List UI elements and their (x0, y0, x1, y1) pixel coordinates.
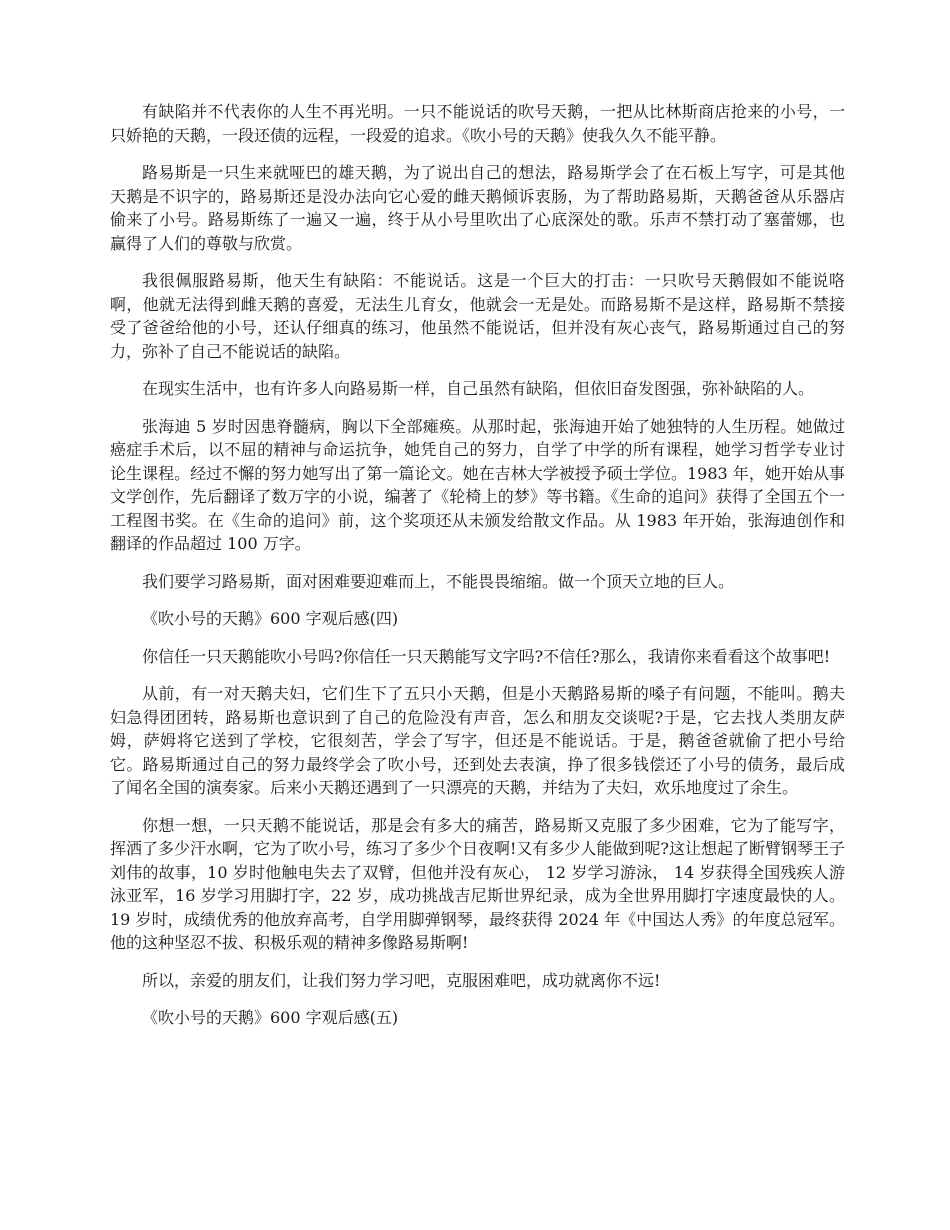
section-heading: 《吹小号的天鹅》600 字观后感(四) (142, 609, 399, 628)
document-body (110, 100, 845, 1044)
paragraph: 所以，亲爱的朋友们，让我们努力学习吧，克服困难吧，成功就离你不远! (142, 970, 661, 990)
paragraph: 从前，有一对天鹅夫妇，它们生下了五只小天鹅，但是小天鹅路易斯的嗓子有问题，不能叫。鹅夫妇急得团团转，路易斯也意识到了自己的危险没有声音，怎么和朋友交谈呢?于是，它去找人类朋友萨姆，萨姆将它送到了学校，它很刻苦，学会了写字，但还是不能说话。于是，鹅爸爸就偷了把小号给它。路易斯通过自己的努力最终学会了吹小号，还到处去表演，挣了很多钱偿还了小号的债务，最后成了闻名全国的演奏家。后来小天鹅还遇到了一只漂亮的天鹅，并结为了夫妇，欢乐地度过了余生。 (110, 684, 845, 797)
paragraph: 在现实生活中，也有许多人向路易斯一样，自己虽然有缺陷，但依旧奋发图强，弥补缺陷的人。 (142, 379, 815, 398)
paragraph: 我们要学习路易斯，面对困难要迎难而上，不能畏畏缩缩。做一个顶天立地的巨人。 (142, 571, 735, 591)
section-heading: 《吹小号的天鹅》600 字观后感(五) (142, 1008, 399, 1027)
paragraph: 你信任一只天鹅能吹小号吗?你信任一只天鹅能写文字吗?不信任?那么，我请你来看看这个故事吧! (142, 646, 831, 666)
paragraph: 我很佩服路易斯，他天生有缺陷：不能说话。这是一个巨大的打击：一只吹号天鹅假如不能说咯啊，他就无法得到雌天鹅的喜爱，无法生儿育女，他就会一无是处。而路易斯不是这样，路易斯不禁接受了爸爸给他的小号，还认仔细真的练习，他虽然不能说话，但并没有灰心丧气，路易斯通过自己的努力，弥补了自己不能说话的缺陷。 (110, 271, 845, 361)
paragraph: 路易斯是一只生来就哑巴的雄天鹅，为了说出自己的想法，路易斯学会了在石板上写字，可是其他天鹅是不识字的，路易斯还是没办法向它心爱的雌天鹅倾诉衷肠，为了帮助路易斯，天鹅爸爸从乐器店偷来了小号。路易斯练了一遍又一遍，终于从小号里吹出了心底深处的歌。乐声不禁打动了塞蕾娜，也赢得了人们的尊敬与欣赏。 (110, 163, 845, 253)
paragraph: 你想一想，一只天鹅不能说话，那是会有多大的痛苦，路易斯又克服了多少困难，它为了能写字，挥洒了多少汗水啊，它为了吹小号，练习了多少个日夜啊!又有多少人能做到呢?这让想起了断臂钢琴王子刘伟的故事，10 岁时他触电失去了双臂，但他并没有灰心， 12 岁学习游泳， 14 岁获得全国残疾人游泳亚军，16 岁学习用脚打字，22 岁，成功挑战吉尼斯世界纪录，成为全世界用脚打字速度最快的人。19 岁时，成绩优秀的他放弃高考，自学用脚弹钢琴，最终获得 2024 年《中国达人秀》的年度总冠军。他的这种坚忍不拔、积极乐观的精神多像路易斯啊! (110, 815, 846, 952)
paragraph: 有缺陷并不代表你的人生不再光明。一只不能说话的吹号天鹅，一把从比林斯商店抢来的小号，一只娇艳的天鹅，一段还债的远程，一段爱的追求。《吹小号的天鹅》使我久久不能平静。 (110, 102, 845, 145)
paragraph: 张海迪 5 岁时因患脊髓病，胸以下全部瘫痪。从那时起，张海迪开始了她独特的人生历程。她做过癌症手术后，以不屈的精神与命运抗争，她凭自己的努力，自学了中学的所有课程，她学习哲学专业讨论生课程。经过不懈的努力她写出了第一篇论文。她在吉林大学被授予硕士学位。1983 年，她开始从事文学创作，先后翻译了数万字的小说，编著了《轮椅上的梦》等书籍。《生命的追问》获得了全国五个一工程图书奖。在《生命的追问》前，这个奖项还从未颁发给散文作品。从 1983 年开始，张海迪创作和翻译的作品超过 100 万字。 (110, 416, 845, 553)
